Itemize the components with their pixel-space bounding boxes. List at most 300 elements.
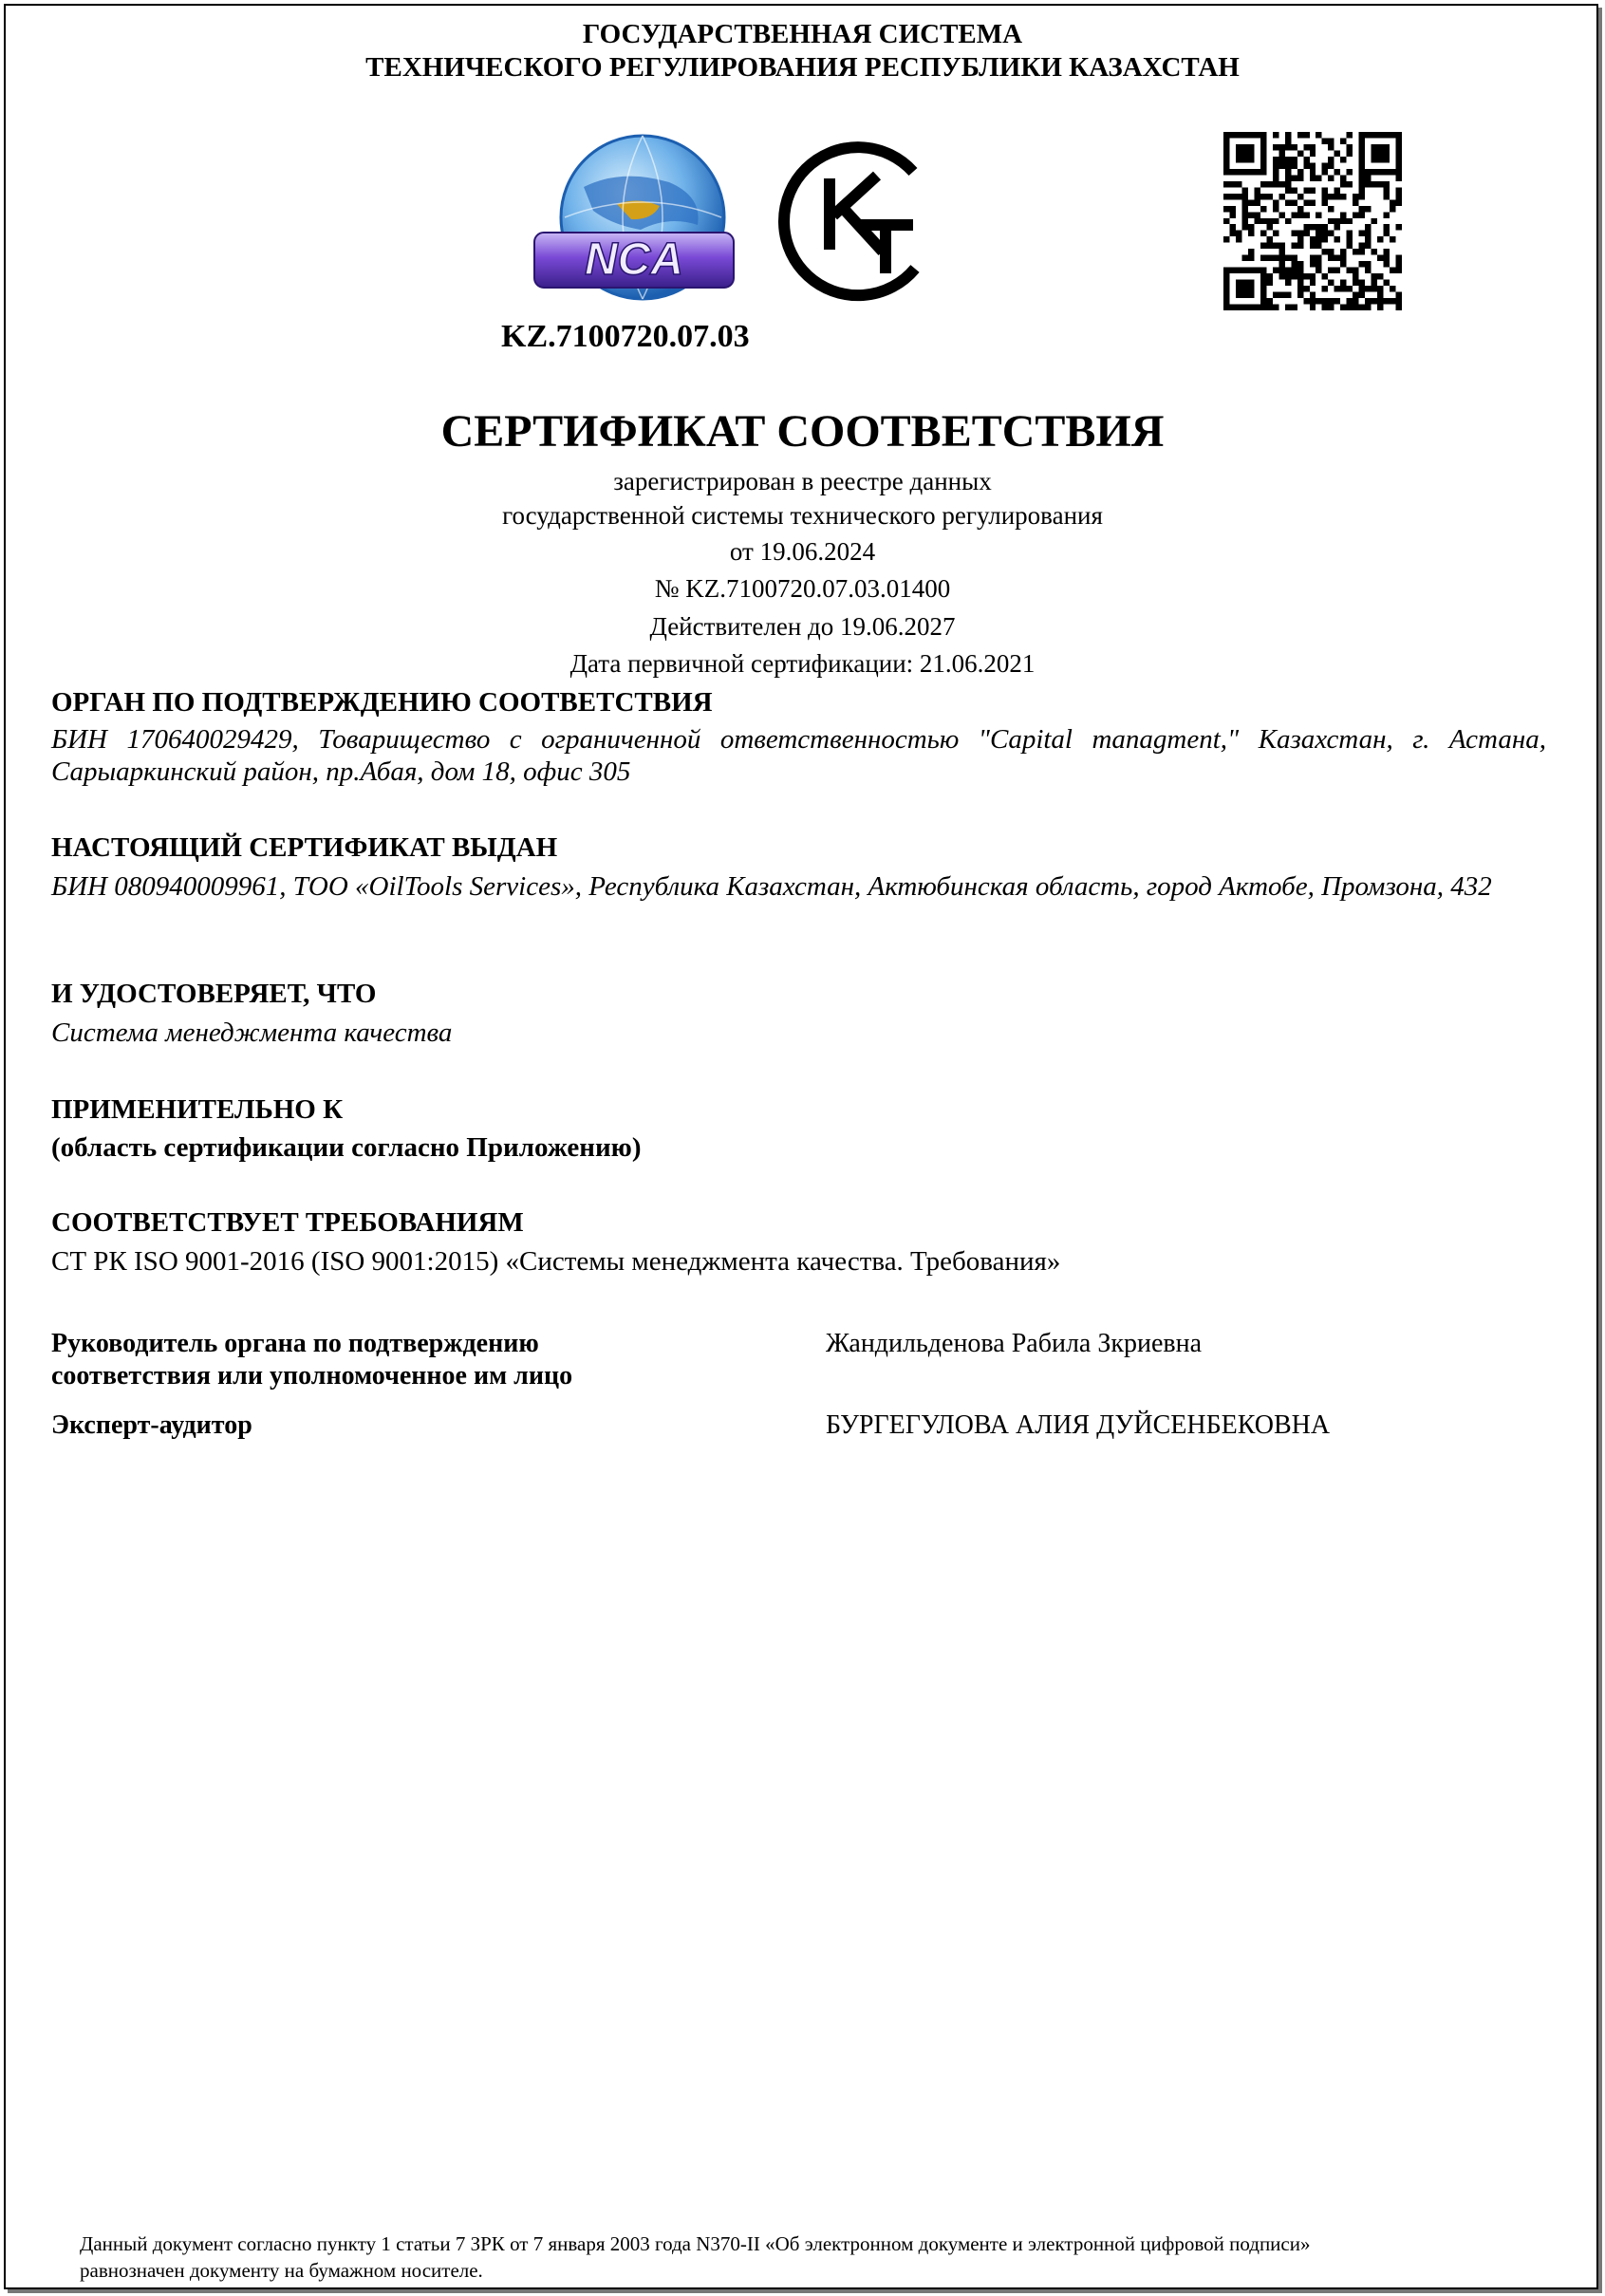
qr-module bbox=[1365, 132, 1371, 138]
qr-module bbox=[1377, 286, 1383, 291]
qr-module bbox=[1291, 273, 1297, 279]
qr-module bbox=[1322, 194, 1328, 199]
qr-module bbox=[1285, 181, 1291, 187]
qr-module bbox=[1396, 132, 1402, 138]
qr-module bbox=[1266, 273, 1272, 279]
qr-module bbox=[1236, 181, 1241, 187]
qr-module bbox=[1278, 162, 1284, 168]
qr-module bbox=[1260, 305, 1266, 310]
qr-module bbox=[1365, 206, 1371, 212]
qr-module bbox=[1291, 175, 1297, 180]
qr-module bbox=[1340, 305, 1346, 310]
qr-module bbox=[1241, 255, 1247, 261]
qr-module bbox=[1353, 292, 1358, 298]
qr-module bbox=[1223, 150, 1229, 156]
qr-module bbox=[1248, 144, 1254, 150]
qr-module bbox=[1390, 206, 1395, 212]
qr-module bbox=[1229, 206, 1235, 212]
qr-module bbox=[1365, 175, 1371, 180]
qr-module bbox=[1365, 261, 1371, 267]
qr-module bbox=[1396, 199, 1402, 205]
qr-module bbox=[1359, 261, 1365, 267]
qr-module bbox=[1377, 236, 1383, 242]
qr-module bbox=[1396, 169, 1402, 175]
qr-module bbox=[1340, 157, 1346, 162]
qr-module bbox=[1316, 224, 1321, 230]
qr-module bbox=[1285, 199, 1291, 205]
qr-module bbox=[1236, 280, 1241, 286]
qr-module bbox=[1266, 298, 1272, 304]
qr-module bbox=[1359, 138, 1365, 143]
qr-module bbox=[1384, 224, 1390, 230]
qr-module bbox=[1273, 162, 1278, 168]
qr-module bbox=[1334, 150, 1340, 156]
qr-module bbox=[1297, 292, 1303, 298]
qr-module bbox=[1328, 206, 1334, 212]
head-label-line-1: Руководитель органа по подтверждению bbox=[51, 1329, 539, 1358]
qr-module bbox=[1248, 305, 1254, 310]
qr-module bbox=[1347, 144, 1353, 150]
qr-module bbox=[1347, 243, 1353, 249]
qr-module bbox=[1310, 255, 1316, 261]
qr-module bbox=[1254, 194, 1260, 199]
qr-module bbox=[1322, 162, 1328, 168]
applicable-text: (область сертификации согласно Приложению) bbox=[51, 1132, 642, 1163]
organ-heading: ОРГАН ПО ПОДТВЕРЖДЕНИЮ СООТВЕТСТВИЯ bbox=[51, 687, 713, 718]
qr-module bbox=[1223, 206, 1229, 212]
qr-module bbox=[1229, 169, 1235, 175]
qr-module bbox=[1316, 236, 1321, 242]
qr-module bbox=[1297, 236, 1303, 242]
qr-module bbox=[1223, 273, 1229, 279]
qr-module bbox=[1260, 243, 1266, 249]
qr-module bbox=[1372, 273, 1377, 279]
qr-module bbox=[1328, 268, 1334, 273]
qr-module bbox=[1359, 150, 1365, 156]
qr-module bbox=[1322, 236, 1328, 242]
qr-module bbox=[1241, 157, 1247, 162]
qr-module bbox=[1241, 144, 1247, 150]
qr-module bbox=[1254, 305, 1260, 310]
qr-module bbox=[1241, 212, 1247, 217]
qr-module bbox=[1322, 273, 1328, 279]
qr-module bbox=[1372, 286, 1377, 291]
qr-module bbox=[1390, 169, 1395, 175]
qr-module bbox=[1396, 194, 1402, 199]
qr-module bbox=[1347, 169, 1353, 175]
qr-module bbox=[1359, 206, 1365, 212]
qr-module bbox=[1372, 132, 1377, 138]
expert-name: БУРГЕГУЛОВА АЛИЯ ДУЙСЕНБЕКОВНА bbox=[826, 1410, 1331, 1440]
qr-module bbox=[1260, 206, 1266, 212]
qr-module bbox=[1236, 132, 1241, 138]
qr-module bbox=[1303, 199, 1309, 205]
qr-module bbox=[1260, 231, 1266, 236]
qr-module bbox=[1359, 231, 1365, 236]
qr-module bbox=[1322, 187, 1328, 193]
qr-module bbox=[1396, 150, 1402, 156]
qr-module bbox=[1384, 144, 1390, 150]
qr-module bbox=[1377, 132, 1383, 138]
qr-module bbox=[1396, 224, 1402, 230]
qr-module bbox=[1223, 132, 1229, 138]
qr-module bbox=[1241, 305, 1247, 310]
qr-module bbox=[1291, 212, 1297, 217]
qr-module bbox=[1291, 261, 1297, 267]
qr-module bbox=[1303, 298, 1309, 304]
qr-module bbox=[1291, 255, 1297, 261]
qr-module bbox=[1328, 249, 1334, 254]
qr-module bbox=[1236, 231, 1241, 236]
qr-module bbox=[1260, 286, 1266, 291]
qr-module bbox=[1377, 255, 1383, 261]
qr-module bbox=[1303, 212, 1309, 217]
qr-module bbox=[1396, 305, 1402, 310]
qr-module bbox=[1241, 132, 1247, 138]
qr-module bbox=[1340, 261, 1346, 267]
qr-module bbox=[1372, 280, 1377, 286]
qr-module bbox=[1340, 138, 1346, 143]
qr-module bbox=[1310, 298, 1316, 304]
qr-module bbox=[1248, 249, 1254, 254]
qr-module bbox=[1347, 132, 1353, 138]
qr-module bbox=[1285, 187, 1291, 193]
qr-module bbox=[1291, 199, 1297, 205]
qr-module bbox=[1236, 150, 1241, 156]
qr-module bbox=[1303, 273, 1309, 279]
qr-module bbox=[1297, 261, 1303, 267]
qr-module bbox=[1347, 268, 1353, 273]
nca-globe-logo bbox=[527, 130, 740, 320]
qr-module bbox=[1223, 305, 1229, 310]
qr-module bbox=[1285, 273, 1291, 279]
qr-module bbox=[1316, 268, 1321, 273]
qr-module bbox=[1310, 162, 1316, 168]
qr-module bbox=[1365, 169, 1371, 175]
qr-module bbox=[1236, 286, 1241, 291]
qr-module bbox=[1365, 181, 1371, 187]
qr-module bbox=[1310, 305, 1316, 310]
qr-module bbox=[1365, 231, 1371, 236]
qr-module bbox=[1229, 212, 1235, 217]
qr-module bbox=[1384, 132, 1390, 138]
qr-module bbox=[1310, 224, 1316, 230]
qr-module bbox=[1297, 212, 1303, 217]
nca-logo-text: NCA bbox=[585, 234, 683, 285]
qr-module bbox=[1316, 243, 1321, 249]
qr-module bbox=[1278, 194, 1284, 199]
qr-module bbox=[1396, 157, 1402, 162]
qr-module bbox=[1359, 175, 1365, 180]
qr-module bbox=[1260, 157, 1266, 162]
qr-module bbox=[1334, 298, 1340, 304]
qr-module bbox=[1223, 286, 1229, 291]
qr-module bbox=[1359, 249, 1365, 254]
qr-module bbox=[1365, 305, 1371, 310]
qr-module bbox=[1297, 231, 1303, 236]
qr-module bbox=[1353, 212, 1358, 217]
qr-module bbox=[1278, 144, 1284, 150]
qr-module bbox=[1248, 212, 1254, 217]
qr-module bbox=[1353, 298, 1358, 304]
qr-module bbox=[1359, 194, 1365, 199]
qr-module bbox=[1310, 292, 1316, 298]
complies-heading: СООТВЕТСТВУЕТ ТРЕБОВАНИЯМ bbox=[51, 1207, 524, 1238]
qr-module bbox=[1285, 305, 1291, 310]
qr-module bbox=[1285, 157, 1291, 162]
qr-module bbox=[1322, 305, 1328, 310]
qr-module bbox=[1223, 169, 1229, 175]
qr-module bbox=[1236, 144, 1241, 150]
qr-module bbox=[1365, 243, 1371, 249]
qr-module bbox=[1347, 150, 1353, 156]
qr-module bbox=[1384, 249, 1390, 254]
qr-module bbox=[1241, 286, 1247, 291]
qr-module bbox=[1359, 212, 1365, 217]
qr-module bbox=[1285, 268, 1291, 273]
qr-module bbox=[1340, 280, 1346, 286]
qr-module bbox=[1372, 181, 1377, 187]
qr-module bbox=[1377, 292, 1383, 298]
qr-module bbox=[1241, 194, 1247, 199]
qr-module bbox=[1241, 280, 1247, 286]
certifies-heading: И УДОСТОВЕРЯЕТ, ЧТО bbox=[51, 979, 377, 1009]
qr-module bbox=[1328, 144, 1334, 150]
valid-until: Действителен до 19.06.2027 bbox=[649, 612, 956, 641]
qr-module bbox=[1229, 181, 1235, 187]
qr-module bbox=[1377, 169, 1383, 175]
qr-module bbox=[1236, 268, 1241, 273]
qr-module bbox=[1384, 169, 1390, 175]
qr-module bbox=[1365, 298, 1371, 304]
qr-module bbox=[1390, 236, 1395, 242]
qr-module bbox=[1384, 280, 1390, 286]
qr-module bbox=[1384, 194, 1390, 199]
qr-module bbox=[1248, 224, 1254, 230]
qr-module bbox=[1322, 138, 1328, 143]
qr-module bbox=[1241, 292, 1247, 298]
qr-module bbox=[1365, 268, 1371, 273]
qr-module bbox=[1322, 249, 1328, 254]
qr-module bbox=[1229, 231, 1235, 236]
qr-module bbox=[1347, 236, 1353, 242]
qr-module bbox=[1384, 298, 1390, 304]
qr-module bbox=[1278, 212, 1284, 217]
qr-module bbox=[1316, 231, 1321, 236]
qr-module bbox=[1328, 138, 1334, 143]
qr-module bbox=[1384, 255, 1390, 261]
qr-module bbox=[1390, 199, 1395, 205]
qr-module bbox=[1236, 305, 1241, 310]
qr-module bbox=[1328, 231, 1334, 236]
qr-module bbox=[1278, 268, 1284, 273]
qr-module bbox=[1241, 224, 1247, 230]
qr-module bbox=[1340, 194, 1346, 199]
first-certification-date: Дата первичной сертификации: 21.06.2021 bbox=[569, 649, 1036, 678]
qr-module bbox=[1340, 255, 1346, 261]
qr-module bbox=[1278, 261, 1284, 267]
qr-module bbox=[1285, 162, 1291, 168]
qr-module bbox=[1241, 206, 1247, 212]
qr-module bbox=[1273, 292, 1278, 298]
qr-module bbox=[1254, 199, 1260, 205]
qr-module bbox=[1396, 298, 1402, 304]
qr-module bbox=[1241, 218, 1247, 224]
qr-module bbox=[1266, 181, 1272, 187]
qr-module bbox=[1396, 175, 1402, 180]
registry-line-2: государственной системы технического регулирования bbox=[502, 501, 1103, 530]
qr-module bbox=[1278, 181, 1284, 187]
qr-module bbox=[1377, 144, 1383, 150]
qr-module bbox=[1334, 286, 1340, 291]
qr-module bbox=[1310, 187, 1316, 193]
qr-module bbox=[1384, 157, 1390, 162]
qr-module bbox=[1322, 298, 1328, 304]
qr-module bbox=[1223, 138, 1229, 143]
qr-module bbox=[1334, 169, 1340, 175]
qr-module bbox=[1359, 169, 1365, 175]
complies-text: СТ РК ISO 9001-2016 (ISO 9001:2015) «Системы менеджмента качества. Требования» bbox=[51, 1246, 1061, 1277]
qr-module bbox=[1396, 162, 1402, 168]
qr-module bbox=[1310, 243, 1316, 249]
qr-module bbox=[1384, 181, 1390, 187]
qr-module bbox=[1384, 187, 1390, 193]
qr-module bbox=[1297, 268, 1303, 273]
qr-module bbox=[1285, 138, 1291, 143]
qr-module bbox=[1390, 298, 1395, 304]
qr-module bbox=[1297, 132, 1303, 138]
qr-module bbox=[1390, 286, 1395, 291]
qr-module bbox=[1285, 169, 1291, 175]
qr-module bbox=[1223, 157, 1229, 162]
certificate-number: № KZ.7100720.07.03.01400 bbox=[654, 574, 951, 603]
qr-module bbox=[1248, 199, 1254, 205]
qr-module bbox=[1372, 157, 1377, 162]
qr-module bbox=[1353, 194, 1358, 199]
qr-module bbox=[1328, 218, 1334, 224]
qr-module bbox=[1322, 231, 1328, 236]
qr-module bbox=[1266, 194, 1272, 199]
qr-module bbox=[1365, 224, 1371, 230]
qr-module bbox=[1248, 280, 1254, 286]
qr-module bbox=[1241, 150, 1247, 156]
qr-module bbox=[1303, 286, 1309, 291]
qr-module bbox=[1328, 157, 1334, 162]
applicable-heading: ПРИМЕНИТЕЛЬНО К bbox=[51, 1094, 344, 1125]
qr-module bbox=[1273, 144, 1278, 150]
qr-module bbox=[1359, 305, 1365, 310]
qr-module bbox=[1266, 236, 1272, 242]
qr-module bbox=[1223, 236, 1229, 242]
qr-module bbox=[1273, 218, 1278, 224]
qr-module bbox=[1384, 212, 1390, 217]
qr-module bbox=[1241, 268, 1247, 273]
qr-module bbox=[1359, 280, 1365, 286]
qr-module bbox=[1316, 298, 1321, 304]
qr-module bbox=[1334, 224, 1340, 230]
qr-module bbox=[1260, 298, 1266, 304]
qr-module bbox=[1396, 144, 1402, 150]
qr-module bbox=[1347, 181, 1353, 187]
registration-code: KZ.7100720.07.03 bbox=[501, 319, 750, 354]
qr-module bbox=[1285, 292, 1291, 298]
qr-module bbox=[1377, 181, 1383, 187]
qr-module bbox=[1266, 243, 1272, 249]
qr-module bbox=[1303, 162, 1309, 168]
qr-module bbox=[1236, 169, 1241, 175]
qr-module bbox=[1353, 305, 1358, 310]
qr-module bbox=[1260, 268, 1266, 273]
head-label-line-2: соответствия или уполномоченное им лицо bbox=[51, 1361, 573, 1391]
qr-module bbox=[1278, 150, 1284, 156]
qr-module bbox=[1359, 162, 1365, 168]
qr-module bbox=[1229, 305, 1235, 310]
qr-module bbox=[1223, 292, 1229, 298]
qr-module bbox=[1390, 132, 1395, 138]
head-signatory-label bbox=[51, 1328, 572, 1392]
qr-module bbox=[1359, 132, 1365, 138]
qr-module bbox=[1229, 268, 1235, 273]
qr-module bbox=[1285, 280, 1291, 286]
qr-module bbox=[1241, 187, 1247, 193]
qr-module bbox=[1254, 169, 1260, 175]
qr-module bbox=[1377, 305, 1383, 310]
qr-module bbox=[1372, 218, 1377, 224]
qr-module bbox=[1310, 169, 1316, 175]
qr-module bbox=[1322, 169, 1328, 175]
qr-module bbox=[1278, 255, 1284, 261]
qr-module bbox=[1359, 181, 1365, 187]
qr-module bbox=[1273, 175, 1278, 180]
qr-module bbox=[1353, 268, 1358, 273]
qr-module bbox=[1310, 175, 1316, 180]
qr-module bbox=[1297, 280, 1303, 286]
qr-module bbox=[1384, 231, 1390, 236]
expert-label: Эксперт-аудитор bbox=[51, 1410, 252, 1440]
qr-module bbox=[1297, 243, 1303, 249]
qr-module bbox=[1316, 212, 1321, 217]
qr-module bbox=[1334, 194, 1340, 199]
qr-module bbox=[1340, 218, 1346, 224]
qr-code bbox=[1223, 132, 1402, 310]
qr-module bbox=[1229, 194, 1235, 199]
qr-module bbox=[1297, 286, 1303, 291]
qr-module bbox=[1340, 286, 1346, 291]
qr-module bbox=[1316, 175, 1321, 180]
qr-module bbox=[1273, 268, 1278, 273]
legal-footer bbox=[80, 2231, 1541, 2284]
qr-module bbox=[1396, 255, 1402, 261]
qr-module bbox=[1396, 292, 1402, 298]
qr-module bbox=[1273, 199, 1278, 205]
qr-module bbox=[1310, 261, 1316, 267]
qr-module bbox=[1328, 305, 1334, 310]
issued-heading: НАСТОЯЩИЙ СЕРТИФИКАТ ВЫДАН bbox=[51, 832, 558, 863]
qr-module bbox=[1347, 305, 1353, 310]
qr-module bbox=[1334, 218, 1340, 224]
qr-module bbox=[1347, 218, 1353, 224]
qr-module bbox=[1223, 268, 1229, 273]
qr-module bbox=[1310, 280, 1316, 286]
qr-module bbox=[1384, 261, 1390, 267]
qr-module bbox=[1223, 194, 1229, 199]
qr-module bbox=[1328, 162, 1334, 168]
qr-module bbox=[1316, 255, 1321, 261]
qr-module bbox=[1303, 187, 1309, 193]
qr-module bbox=[1372, 144, 1377, 150]
qr-module bbox=[1372, 249, 1377, 254]
qr-module bbox=[1322, 286, 1328, 291]
